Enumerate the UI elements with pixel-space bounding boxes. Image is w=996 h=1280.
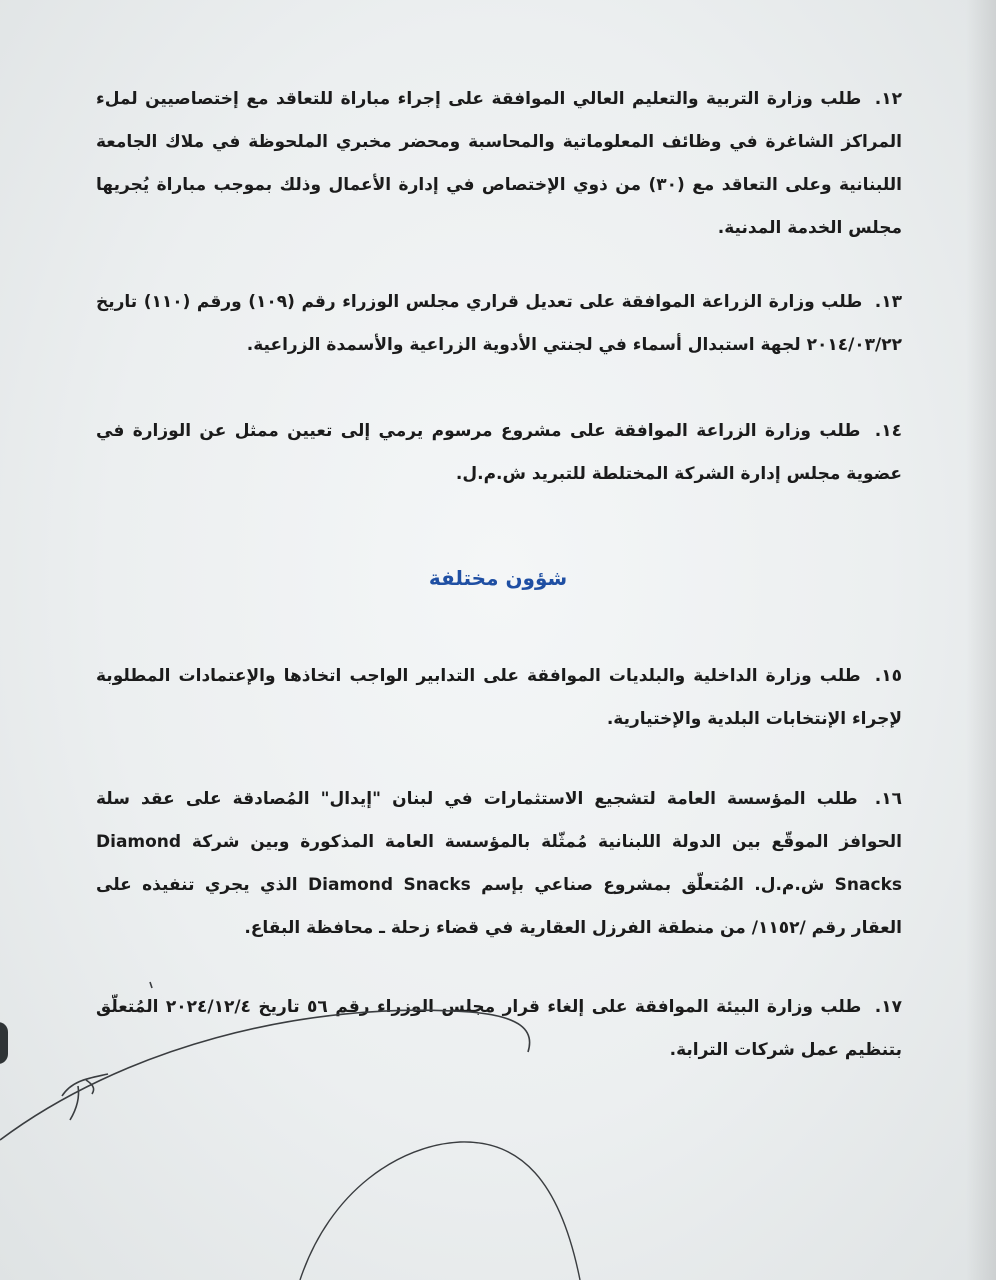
company-name-repeat: Diamond Snacks xyxy=(308,875,471,895)
section-heading: شؤون مختلفة xyxy=(428,566,568,590)
agenda-item-14 xyxy=(96,410,902,496)
item-text: طلب وزارة الزراعة الموافقة على تعديل قراري مجلس الوزراء رقم (١٠٩) ورقم (١١٠) تاريخ ٢٠١٤/٠٣/٢٢ لجهة استبدال أسماء في لجنتي الأدوية الزراعية والأسمدة الزراعية. xyxy=(96,292,902,355)
item-text: طلب وزارة الزراعة الموافقة على مشروع مرسوم يرمي إلى تعيين ممثل عن الوزارة في عضوية مجلس إدارة الشركة المختلطة للتبريد ش.م.ل. xyxy=(96,421,902,484)
item-text: طلب وزارة التربية والتعليم العالي الموافقة على إجراء مباراة للتعاقد مع إختصاصيين لملء المراكز الشاغرة في وظائف المعلوماتية والمحاسبة ومحضر مخبري الملحوظة في ملاك الجامعة اللبنانية وعلى التعاقد مع (٣٠) من ذوي الإختصاص في إدارة الأعمال وذلك بموجب مباراة يُجريها مجلس الخدمة المدنية. xyxy=(96,89,902,238)
item-text: طلب وزارة البيئة الموافقة على إلغاء قرار مجلس الوزراء رقم ٥٦ تاريخ ٢٠٢٤/١٢/٤ المُتعلّق بتنظيم عمل شركات الترابة. xyxy=(96,997,902,1060)
binder-clip xyxy=(0,1022,8,1064)
agenda-item-15 xyxy=(96,655,902,741)
item-text-part-b: ش.م.ل. المُتعلّق بمشروع صناعي بإسم xyxy=(481,875,825,895)
item-number: ١٦. xyxy=(874,789,902,809)
item-text-part-a: طلب المؤسسة العامة لتشجيع الاستثمارات في لبنان "إيدال" المُصادقة على عقد سلة الحوافز الموقّع بين الدولة اللبنانية مُمثّلة بالمؤسسة العامة المذكورة وبين شركة xyxy=(96,789,902,852)
agenda-item-13 xyxy=(96,281,902,367)
item-number: ١٤. xyxy=(874,421,902,441)
item-text-part-c: الذي يجري تنفيذه على العقار رقم /١١٥٢/ من منطقة الفرزل العقارية في قضاء زحلة ـ محافظة البقاع. xyxy=(96,875,902,938)
item-number: ١٣. xyxy=(874,292,902,312)
agenda-item-17 xyxy=(96,986,902,1072)
item-number: ١٢. xyxy=(874,89,902,109)
agenda-item-12 xyxy=(96,78,902,250)
item-text: طلب وزارة الداخلية والبلديات الموافقة على التدابير الواجب اتخاذها والإعتمادات المطلوبة لإجراء الإنتخابات البلدية والإختيارية. xyxy=(96,666,902,729)
item-number: ١٧. xyxy=(874,997,903,1017)
agenda-item-16 xyxy=(96,778,902,950)
company-name: Diamond Snacks xyxy=(96,832,902,895)
page-edge-shadow xyxy=(966,0,996,1280)
item-number: ١٥. xyxy=(874,666,902,686)
